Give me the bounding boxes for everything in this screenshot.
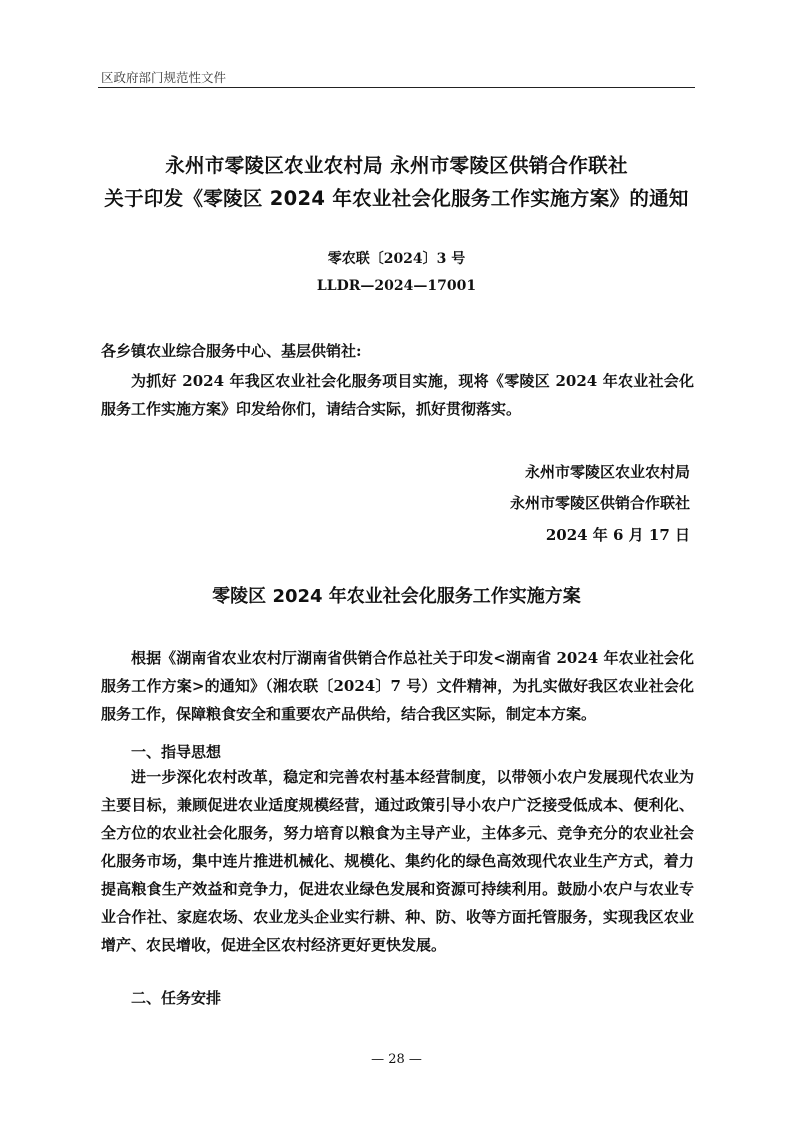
- section-heading-guiding-ideology: 一、指导思想: [131, 743, 222, 761]
- plan-title: 零陵区 2024 年农业社会化服务工作实施方案: [212, 586, 581, 607]
- header-divider: [98, 87, 695, 88]
- page-number: — 28 —: [371, 1052, 422, 1067]
- document-category-label: 区政府部门规范性文件: [101, 70, 227, 85]
- notice-title-line-2: 关于印发《零陵区 2024 年农业社会化服务工作实施方案》的通知: [104, 187, 689, 210]
- signatory-agriculture-bureau: 永州市零陵区农业农村局: [524, 463, 690, 481]
- section-body-guiding-ideology: 进一步深化农村改革，稳定和完善农村基本经营制度，以带领小农户发展现代农业为主要目标，兼顾促进农业适度规模经营，通过政策引导小农户广泛接受低成本、便利化、全方位的农业社会化服务，努力培育以粮食为主导产业，主体多元、竞争充分的农业社会化服务市场，集中连片推进机械化、规模化、集约化的绿色高效现代农业生产方式，着力提高粮食生产效益和竞争力，促进农业绿色发展和资源可持续利用。鼓励小农户与农业专业合作社、家庭农场、农业龙头企业实行耕、种、防、收等方面托管服务，实现我区农业增产、农民增收，促进全区农村经济更好更快发展。: [101, 768, 694, 954]
- registration-number: LLDR—2024—17001: [316, 278, 477, 294]
- notice-body: 为抓好 2024 年我区农业社会化服务项目实施，现将《零陵区 2024 年农业社会化服务工作实施方案》印发给你们，请结合实际，抓好贯彻落实。: [101, 372, 694, 418]
- notice-title-line-1: 永州市零陵区农业农村局 永州市零陵区供销合作联社: [165, 154, 628, 177]
- section-heading-task-arrangement: 二、任务安排: [131, 989, 222, 1007]
- plan-intro: 根据《湖南省农业农村厅湖南省供销合作总社关于印发<湖南省 2024 年农业社会化服务工作方案>的通知》（湘农联〔2024〕7 号）文件精神，为扎实做好我区农业社会化服务工作，保障粮食安全和重要农产品供给，结合我区实际，制定本方案。: [101, 649, 694, 723]
- salutation: 各乡镇农业综合服务中心、基层供销社:: [101, 342, 362, 360]
- issue-date: 2024 年 6 月 17 日: [545, 526, 690, 544]
- signatory-supply-cooperative: 永州市零陵区供销合作联社: [509, 494, 690, 512]
- document-number: 零农联〔2024〕3 号: [327, 251, 466, 267]
